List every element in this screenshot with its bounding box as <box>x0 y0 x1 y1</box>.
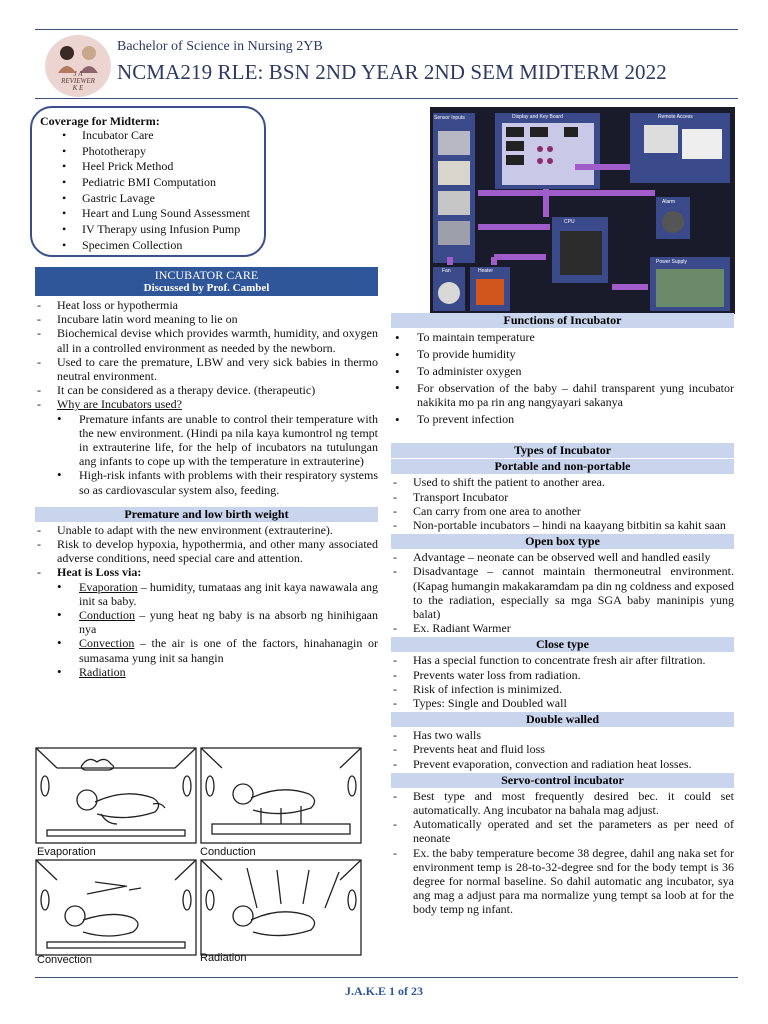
logo-text-1: J A <box>73 70 83 78</box>
coverage-item: • Heart and Lung Sound Assessment <box>32 206 250 222</box>
heat-loss-illustration <box>35 744 365 970</box>
heat-loss-term: Convection <box>79 636 135 651</box>
type-list-servo <box>391 789 734 917</box>
list-item: - Risk of infection is minimized. <box>391 682 734 696</box>
list-item: - It can be considered as a therapy device. (therapeutic) <box>35 383 378 397</box>
coverage-title: Coverage for Midterm: <box>40 114 160 128</box>
list-item: - Biochemical devise which provides warmth, humidity, and oxygen all in a controlled environment as needed by the newborn. <box>35 326 378 354</box>
heat-loss-title: Heat is Loss via: <box>57 565 142 580</box>
diagram-label: Heater <box>478 268 494 274</box>
list-item: - Types: Single and Doubled wall <box>391 696 734 710</box>
list-item: - Prevents water loss from radiation. <box>391 668 734 682</box>
premature-list <box>35 523 378 580</box>
list-item: • To maintain temperature <box>391 329 734 346</box>
list-item: - Used to care the premature, LBW and very sick babies in thermo neutral environment. <box>35 355 378 383</box>
page-footer: J.A.K.E 1 of 23 <box>345 984 423 998</box>
heat-loss-term: Evaporation <box>79 579 138 594</box>
list-item: - Ex. the baby temperature become 38 degree, dahil ang naka set for environment temp is 28-to-32-degree snd for the body tempt is 36 degree for normal baseline. So dahil automatic ang incubator, sya ang mag a adjust para ma normalize yung tempt sa loob at for the body temp ng infant. <box>391 846 734 917</box>
figure-label-convection: Convection <box>37 954 93 966</box>
coverage-item: • Incubator Care <box>32 128 250 144</box>
list-item: • For observation of the baby – dahil transparent yung incubator nakikita mo pa rin ang nangyayari sakanya <box>391 380 734 411</box>
heat-loss-desc: – the air is one of the factors, hinahanagin or sumasama yung init sa hangin <box>79 636 378 665</box>
list-item: - Prevent evaporation, convection and radiation heat losses. <box>391 757 734 771</box>
header-bottom-rule <box>35 98 738 99</box>
heat-loss-desc: – humidity, tumataas ang init kaya nawawala ang init sa baby. <box>79 579 378 608</box>
list-item <box>35 636 378 664</box>
diagram-label: Fan <box>442 268 451 274</box>
figure-label-radiation: Radiation <box>200 952 247 964</box>
list-item: - Has two walls <box>391 728 734 742</box>
coverage-item: • Phototherapy <box>32 144 250 160</box>
diagram-label: Alarm <box>662 199 676 205</box>
incubator-care-title: INCUBATOR CARE <box>154 268 259 282</box>
types-banner: Types of Incubator <box>391 443 734 458</box>
heat-loss-desc: – yung heat ng baby is na absorb ng hinihigaan nya <box>79 608 378 637</box>
list-item: - Risk to develop hypoxia, hypothermia, and other many associated adverse conditions, need special care and attention. <box>35 537 378 565</box>
page-title: NCMA219 RLE: BSN 2ND YEAR 2ND SEM MIDTERM 2022 <box>117 60 667 84</box>
why-incubators-heading: Why are Incubators used? <box>57 397 182 412</box>
diagram-label: Remote Access <box>658 114 693 120</box>
type-header-portable: Portable and non-portable <box>391 459 734 474</box>
coverage-item: • IV Therapy using Infusion Pump <box>32 222 250 238</box>
coverage-item: • Pediatric BMI Computation <box>32 175 250 191</box>
list-item: - Used to shift the patient to another area. <box>391 475 734 489</box>
list-item: - Prevents heat and fluid loss <box>391 742 734 756</box>
why-incubators-list <box>35 412 378 497</box>
heat-loss-term: Radiation <box>79 664 126 679</box>
type-list-portable <box>391 475 734 532</box>
type-list-close <box>391 653 734 710</box>
diagram-label: Display and Key Board <box>512 114 563 120</box>
coverage-item: • Specimen Collection <box>32 238 250 254</box>
list-item <box>35 565 378 579</box>
diagram-label: CPU <box>564 219 575 225</box>
type-header-double-walled: Double walled <box>391 712 734 727</box>
diagram-label: Power Supply <box>656 259 687 265</box>
list-item: • To administer oxygen <box>391 363 734 380</box>
figure-label-conduction: Conduction <box>200 846 256 858</box>
list-item: - Non-portable incubators – hindi na kaayang bitbitin sa kahit saan <box>391 518 734 532</box>
heat-loss-list <box>35 580 378 679</box>
functions-list <box>391 329 734 428</box>
list-item: - Disadvantage – cannot maintain thermoneutral environment. (Kapag humangin makakaramdam pa din ng coldness and exposed to the radiation, especially sa mga SGA baby maninipis yung balat) <box>391 564 734 621</box>
incubator-care-byline: Discussed by Prof. Cambel <box>143 282 270 294</box>
coverage-item: • Gastric Lavage <box>32 191 250 207</box>
program-subtitle: Bachelor of Science in Nursing 2YB <box>117 39 323 54</box>
type-header-open-box: Open box type <box>391 534 734 549</box>
logo-text-2: REVIEWER <box>61 77 95 85</box>
list-item: - Has a special function to concentrate fresh air after filtration. <box>391 653 734 667</box>
logo-text-3: K E <box>72 84 84 92</box>
heat-loss-term: Conduction <box>79 608 135 623</box>
list-item: • High-risk infants with problems with their respiratory systems so as cardiovascular system also, feeding. <box>35 468 378 496</box>
coverage-item: • Heel Prick Method <box>32 159 250 175</box>
right-column <box>391 313 734 917</box>
list-item <box>35 580 378 608</box>
type-header-servo: Servo-control incubator <box>391 773 734 788</box>
list-item <box>35 608 378 636</box>
coverage-list <box>32 128 250 254</box>
type-list-double-walled <box>391 728 734 771</box>
list-item: - Heat loss or hypothermia <box>35 298 378 312</box>
incubator-care-banner <box>35 267 378 296</box>
footer-rule <box>35 977 738 978</box>
premature-banner: Premature and low birth weight <box>35 507 378 522</box>
type-list-open-box <box>391 550 734 635</box>
incubator-block-diagram <box>430 107 735 314</box>
type-header-close: Close type <box>391 637 734 652</box>
list-item: - Ex. Radiant Warmer <box>391 621 734 635</box>
list-item: - Automatically operated and set the parameters as per need of neonate <box>391 817 734 845</box>
reviewer-logo <box>45 35 111 97</box>
coverage-box <box>30 106 266 257</box>
list-item: - Transport Incubator <box>391 490 734 504</box>
list-item: - Incubare latin word meaning to lie on <box>35 312 378 326</box>
list-item: • To provide humidity <box>391 346 734 363</box>
header-top-rule <box>35 29 738 30</box>
list-item: • To prevent infection <box>391 411 734 428</box>
incubator-care-list <box>35 298 378 412</box>
list-item <box>35 665 378 679</box>
list-item: - Best type and most frequently desired bec. it could set automatically. Ang incubator na bahala mag adjust. <box>391 789 734 817</box>
functions-banner: Functions of Incubator <box>391 313 734 328</box>
list-item: - Advantage – neonate can be observed well and handled easily <box>391 550 734 564</box>
list-item: - Can carry from one area to another <box>391 504 734 518</box>
list-item <box>35 397 378 411</box>
list-item: - Unable to adapt with the new environment (extrauterine). <box>35 523 378 537</box>
list-item: • Premature infants are unable to control their temperature with the new environment. (Hindi pa nila kaya kumontrol ng tempt in extrauterine life, for the help of incubators na tutulungan ang infants to cope up with the temperature in extrauterine) <box>35 412 378 469</box>
left-column <box>35 267 378 679</box>
figure-label-evaporation: Evaporation <box>37 846 96 858</box>
diagram-label: Sensor Inputs <box>434 115 465 121</box>
